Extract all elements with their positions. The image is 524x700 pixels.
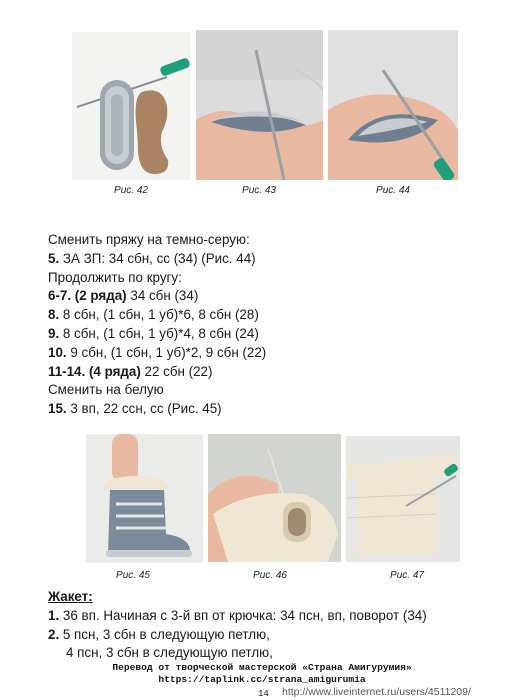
row-number: 6-7. (2 ряда) [48,288,127,304]
row-text: 3 вп, 22 ссн, сс (Рис. 45) [66,401,222,417]
caption-fig44: Рис. 44 [376,185,410,196]
footer-credit: Перевод от творческой мастерской «Страна Амигурумия» [112,662,412,673]
instruction-line [48,363,266,382]
photo-fig47 [346,436,460,562]
instruction-line [48,306,266,325]
photo-fig42 [72,32,191,180]
instructions-jacket [48,588,427,663]
sole-with-hook-image [328,30,458,180]
instruction-line: Продолжить по кругу: [48,269,182,285]
sole-and-cork-insole-image [72,32,191,180]
instructions-shoe [48,231,266,419]
instruction-line [48,287,266,306]
watermark-url: http://www.liveinternet.ru/users/4511209/ [282,686,471,698]
photo-fig44 [328,30,458,180]
instruction-line: Сменить пряжу на темно-серую: [48,232,250,247]
caption-fig46: Рис. 46 [253,570,287,581]
row-text: 34 сбн (34) [126,288,199,304]
row-text: ЗА ЗП: 34 сбн, сс (34) (Рис. 44) [59,250,256,266]
row-text: 8 сбн, (1 сбн, 1 уб)*4, 8 сбн (24) [59,325,259,341]
photo-fig45 [86,434,203,563]
instruction-line [48,607,427,626]
row-number: 5. [48,250,60,266]
caption-fig43: Рис. 43 [242,185,276,196]
row-number: 9. [48,325,60,341]
instruction-line [48,325,266,344]
row-text: 22 сбн (22) [140,363,213,379]
section-heading: Жакет: [48,589,93,604]
instruction-line [48,344,266,363]
instruction-line: 4 псн, 3 сбн в следующую петлю, [66,645,273,661]
footer-link[interactable]: https://taplink.cc/strana_amigurumia [158,674,366,685]
row-text: 9 сбн, (1 сбн, 1 уб)*2, 9 сбн (22) [66,344,267,360]
page-number: 14 [258,689,269,699]
sole-folded-in-hand-image [196,30,323,180]
row-number: 15. [48,401,67,417]
row-number: 8. [48,307,60,323]
row-number: 11-14. (4 ряда) [48,363,141,379]
row-number: 10. [48,344,67,360]
finished-boot-on-finger-image [86,434,203,563]
instruction-line [48,626,427,645]
instruction-line: Сменить на белую [48,382,164,398]
row-number: 1. [48,607,60,623]
jacket-flat-with-hook-image [346,436,460,562]
row-text: 8 сбн, (1 сбн, 1 уб)*6, 8 сбн (28) [59,307,259,323]
row-number: 2. [48,626,60,642]
jacket-in-hand-image [208,434,341,562]
instruction-line [48,400,266,419]
photo-fig43 [196,30,323,180]
instruction-line [48,250,266,269]
caption-fig47: Рис. 47 [390,570,424,581]
caption-fig45: Рис. 45 [116,570,150,581]
photo-fig46 [208,434,341,562]
row-text: 5 псн, 3 сбн в следующую петлю, [59,626,270,642]
row-text: 36 вп. Начиная с 3-й вп от крючка: 34 псн, вп, поворот (34) [59,607,427,623]
caption-fig42: Рис. 42 [114,185,148,196]
